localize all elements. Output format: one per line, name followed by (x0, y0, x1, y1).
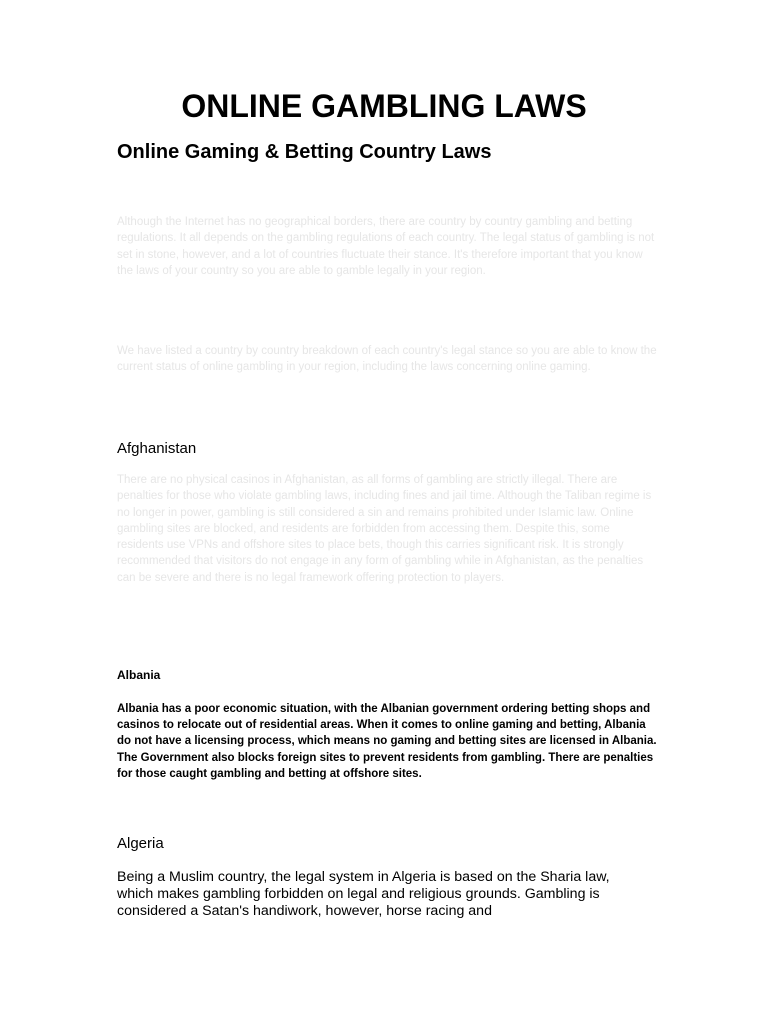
section-body-albania: Albania has a poor economic situation, with the Albanian government ordering betting shops and casinos to relocate out of residential areas. When it comes to online gaming and betting, Albania do not have a licensing process, which means no gaming and betting sites are licensed in Albania. The Government also blocks foreign sites to prevent residents from gambling. There are penalties for those caught gambling and betting at offshore sites. (117, 703, 657, 780)
section-body-algeria: Being a Muslim country, the legal system in Algeria is based on the Sharia law, which makes gambling forbidden on legal and religious grounds. Gambling is considered a Satan's handiwork, however, horse racing and (117, 869, 610, 919)
section-heading-afghanistan: Afghanistan (117, 440, 197, 457)
document-title: ONLINE GAMBLING LAWS (181, 88, 587, 124)
section-heading-albania: Albania (117, 668, 161, 682)
intro-paragraph-1: Although the Internet has no geographical borders, there are country by country gambling and betting regulations. It all depends on the gambling regulations of each country. The legal status of gambling is not set in stone, however, and a lot of countries fluctuate their stance. It's therefore important that you know the laws of your country so you are able to gamble legally in your region. (117, 216, 655, 277)
document-subtitle: Online Gaming & Betting Country Laws (117, 141, 492, 163)
intro-paragraph-2: We have listed a country by country breakdown of each country's legal stance so you are able to know the current status of online gambling in your region, including the laws concerning online gaming. (117, 345, 657, 374)
section-body-afghanistan: There are no physical casinos in Afghanistan, as all forms of gambling are strictly illegal. There are penalties for those who violate gambling laws, including fines and jail time. Although the Taliban regime is no longer in power, gambling is still considered a sin and remains prohibited under Islamic law. Online gambling sites are blocked, and residents are forbidden from accessing them. Despite this, some residents use VPNs and offshore sites to place bets, though this carries significant risk. It is strongly recommended that visitors do not engage in any form of gambling while in Afghanistan, as the penalties can be severe and there is no legal framework offering protection to players. (117, 474, 652, 584)
section-heading-algeria: Algeria (117, 835, 164, 852)
